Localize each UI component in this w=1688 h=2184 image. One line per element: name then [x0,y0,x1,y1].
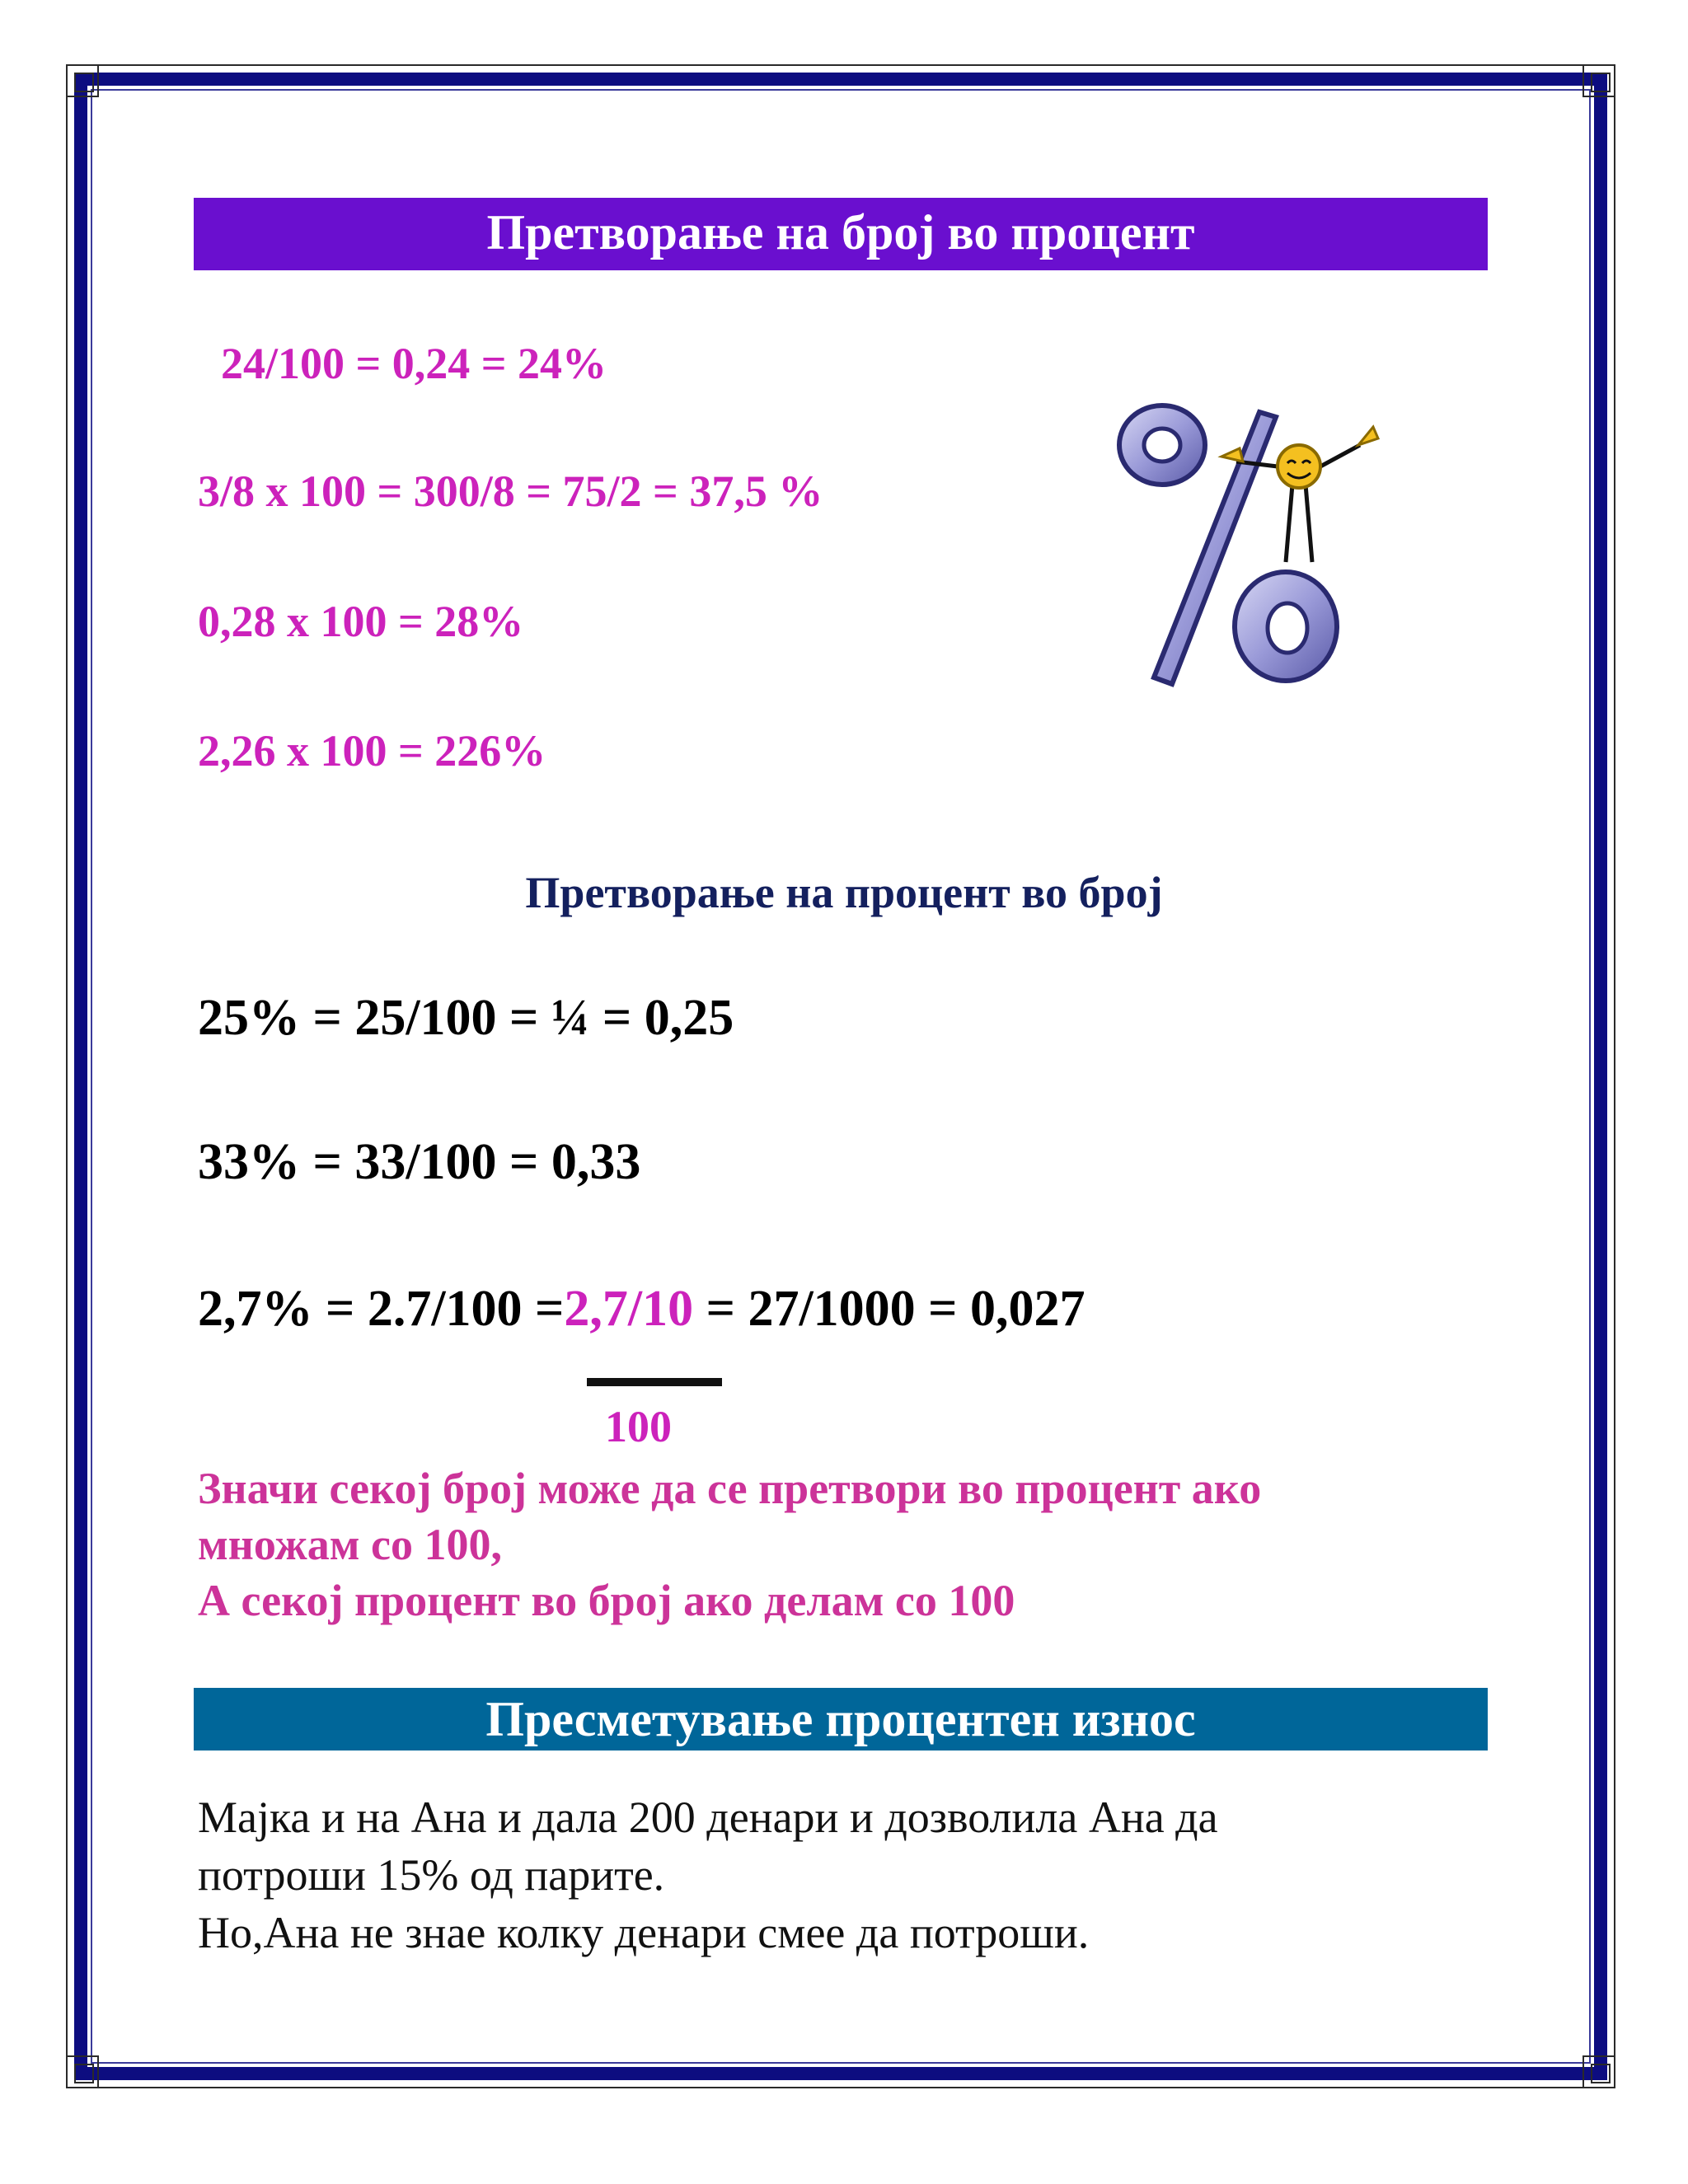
section-subtitle-percent-to-number: Претворање на процент во број [525,868,1163,917]
summary-note [198,1460,1484,1629]
equation-line: 24/100 = 0,24 = 24% [221,339,607,388]
border-corner-bottom-left [66,2055,99,2088]
summary-line: множам со 100, [198,1520,502,1569]
border-corner-bottom-right [1582,2055,1615,2088]
equation-line: 25% = 25/100 = ¼ = 0,25 [198,990,734,1046]
equation-line [198,1280,1085,1338]
percent-sign-character-icon [1113,387,1393,701]
equation-line: 2,26 x 100 = 226% [198,726,546,776]
equation-line: 0,28 x 100 = 28% [198,597,524,646]
fraction-denominator: 100 [605,1402,672,1451]
fraction-bar [587,1378,722,1386]
border-corner-top-left [66,64,99,97]
equation-line: 33% = 33/100 = 0,33 [198,1134,641,1190]
problem-line: Мајка и на Ана и дала 200 денари и дозволила Ана да [198,1793,1218,1842]
section-title-number-to-percent: Претворање на број во процент [194,198,1488,270]
summary-line: Значи секој број може да се претвори во процент ако [198,1464,1262,1513]
equation-part: = 27/1000 = 0,027 [693,1281,1085,1337]
equation-line: 3/8 x 100 = 300/8 = 75/2 = 37,5 % [198,466,823,516]
problem-line: Но,Ана не знае колку денари смее да потроши. [198,1908,1090,1957]
summary-line: А секој процент во број ако делам со 100 [198,1576,1015,1625]
section-title-percent-amount: Пресметување процентен износ [194,1688,1488,1750]
equation-part: 2,7% = 2.7/100 = [198,1281,565,1337]
problem-line: потроши 15% од парите. [198,1850,665,1900]
equation-highlight: 2,7/10 [564,1281,694,1337]
border-corner-top-right [1582,64,1615,97]
word-problem [198,1788,1484,1961]
